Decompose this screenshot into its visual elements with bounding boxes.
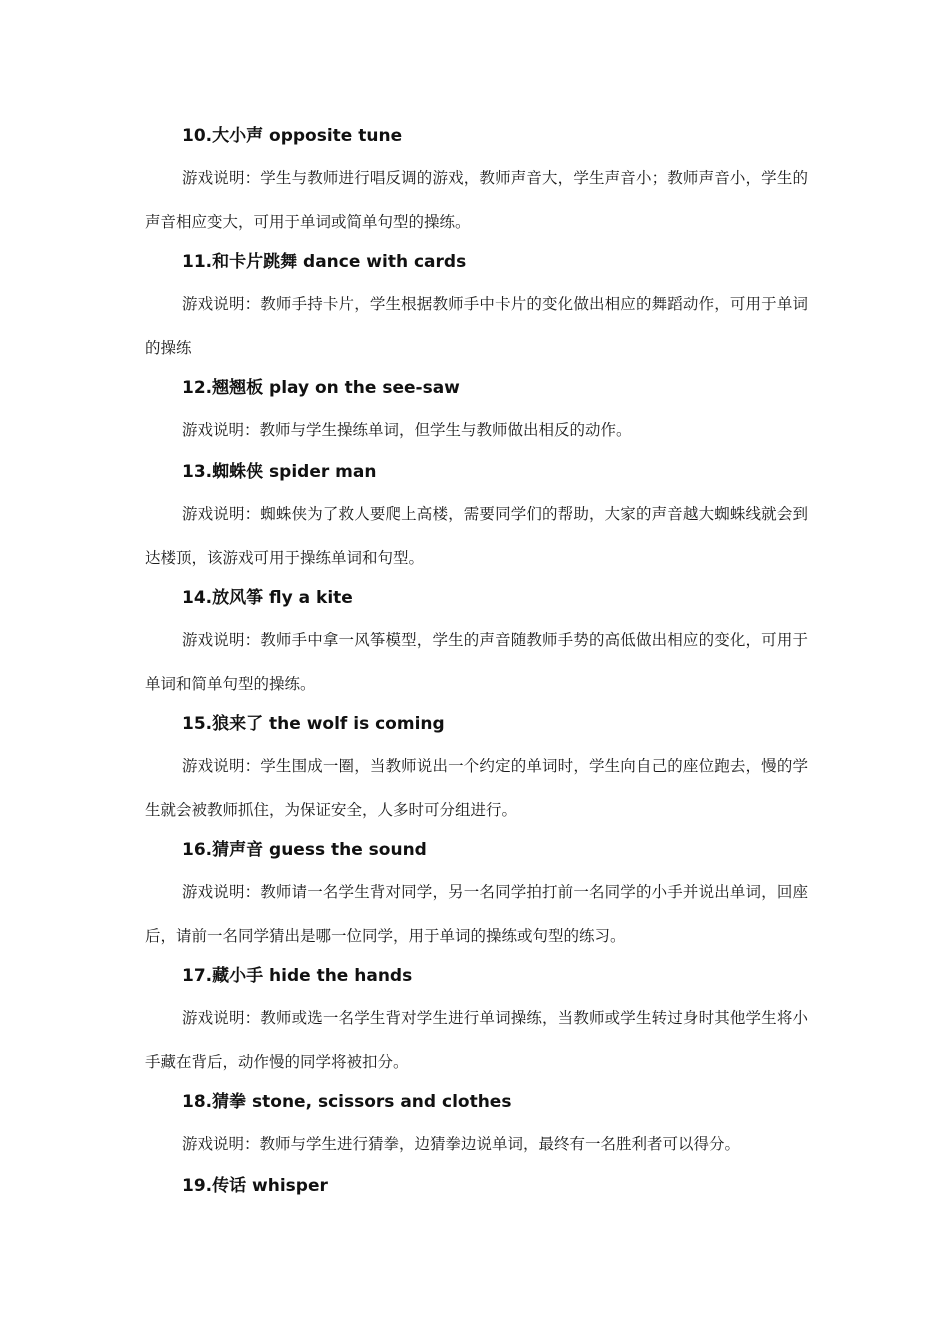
entry-title: 13.蜘蛛侠 spider man bbox=[182, 462, 377, 482]
entry-description: 游戏说明：教师与学生操练单词，但学生与教师做出相反的动作。 bbox=[182, 421, 632, 439]
entry-description: 游戏说明：学生与教师进行唱反调的游戏，教师声音大，学生声音小；教师声音小，学生的声音相应变大，可用于单词或简单句型的操练。 bbox=[145, 169, 808, 231]
game-entry bbox=[145, 838, 808, 958]
entry-title: 15.狼来了 the wolf is coming bbox=[182, 714, 445, 734]
game-entry bbox=[145, 460, 808, 580]
entry-description: 游戏说明：教师手中拿一风筝模型，学生的声音随教师手势的高低做出相应的变化，可用于单词和简单句型的操练。 bbox=[145, 631, 808, 693]
game-entry bbox=[145, 124, 808, 244]
entry-title: 14.放风筝 fly a kite bbox=[182, 588, 353, 608]
game-entry bbox=[145, 1174, 808, 1198]
entry-title: 19.传话 whisper bbox=[182, 1176, 328, 1196]
entry-title: 10.大小声 opposite tune bbox=[182, 126, 403, 146]
entry-description: 游戏说明：蜘蛛侠为了救人要爬上高楼，需要同学们的帮助，大家的声音越大蜘蛛线就会到达楼顶，该游戏可用于操练单词和句型。 bbox=[145, 505, 808, 567]
entry-title: 12.翘翘板 play on the see-saw bbox=[182, 378, 460, 398]
entry-description: 游戏说明：学生围成一圈，当教师说出一个约定的单词时，学生向自己的座位跑去，慢的学生就会被教师抓住，为保证安全，人多时可分组进行。 bbox=[145, 757, 808, 819]
entry-title: 11.和卡片跳舞 dance with cards bbox=[182, 252, 467, 272]
document-body bbox=[145, 124, 808, 1198]
game-entry bbox=[145, 1090, 808, 1166]
entry-description: 游戏说明：教师请一名学生背对同学，另一名同学拍打前一名同学的小手并说出单词，回座后，请前一名同学猜出是哪一位同学，用于单词的操练或句型的练习。 bbox=[145, 883, 808, 945]
entry-description: 游戏说明：教师或选一名学生背对学生进行单词操练，当教师或学生转过身时其他学生将小手藏在背后，动作慢的同学将被扣分。 bbox=[145, 1009, 808, 1071]
entry-title: 16.猜声音 guess the sound bbox=[182, 840, 427, 860]
game-entry bbox=[145, 376, 808, 452]
entry-title: 17.藏小手 hide the hands bbox=[182, 966, 413, 986]
entry-description: 游戏说明：教师手持卡片，学生根据教师手中卡片的变化做出相应的舞蹈动作，可用于单词的操练 bbox=[145, 295, 808, 357]
game-entry bbox=[145, 712, 808, 832]
game-entry bbox=[145, 964, 808, 1084]
entry-description: 游戏说明：教师与学生进行猜拳，边猜拳边说单词，最终有一名胜利者可以得分。 bbox=[182, 1135, 741, 1153]
game-entry bbox=[145, 586, 808, 706]
game-entry bbox=[145, 250, 808, 370]
entry-title: 18.猜拳 stone, scissors and clothes bbox=[182, 1092, 512, 1112]
